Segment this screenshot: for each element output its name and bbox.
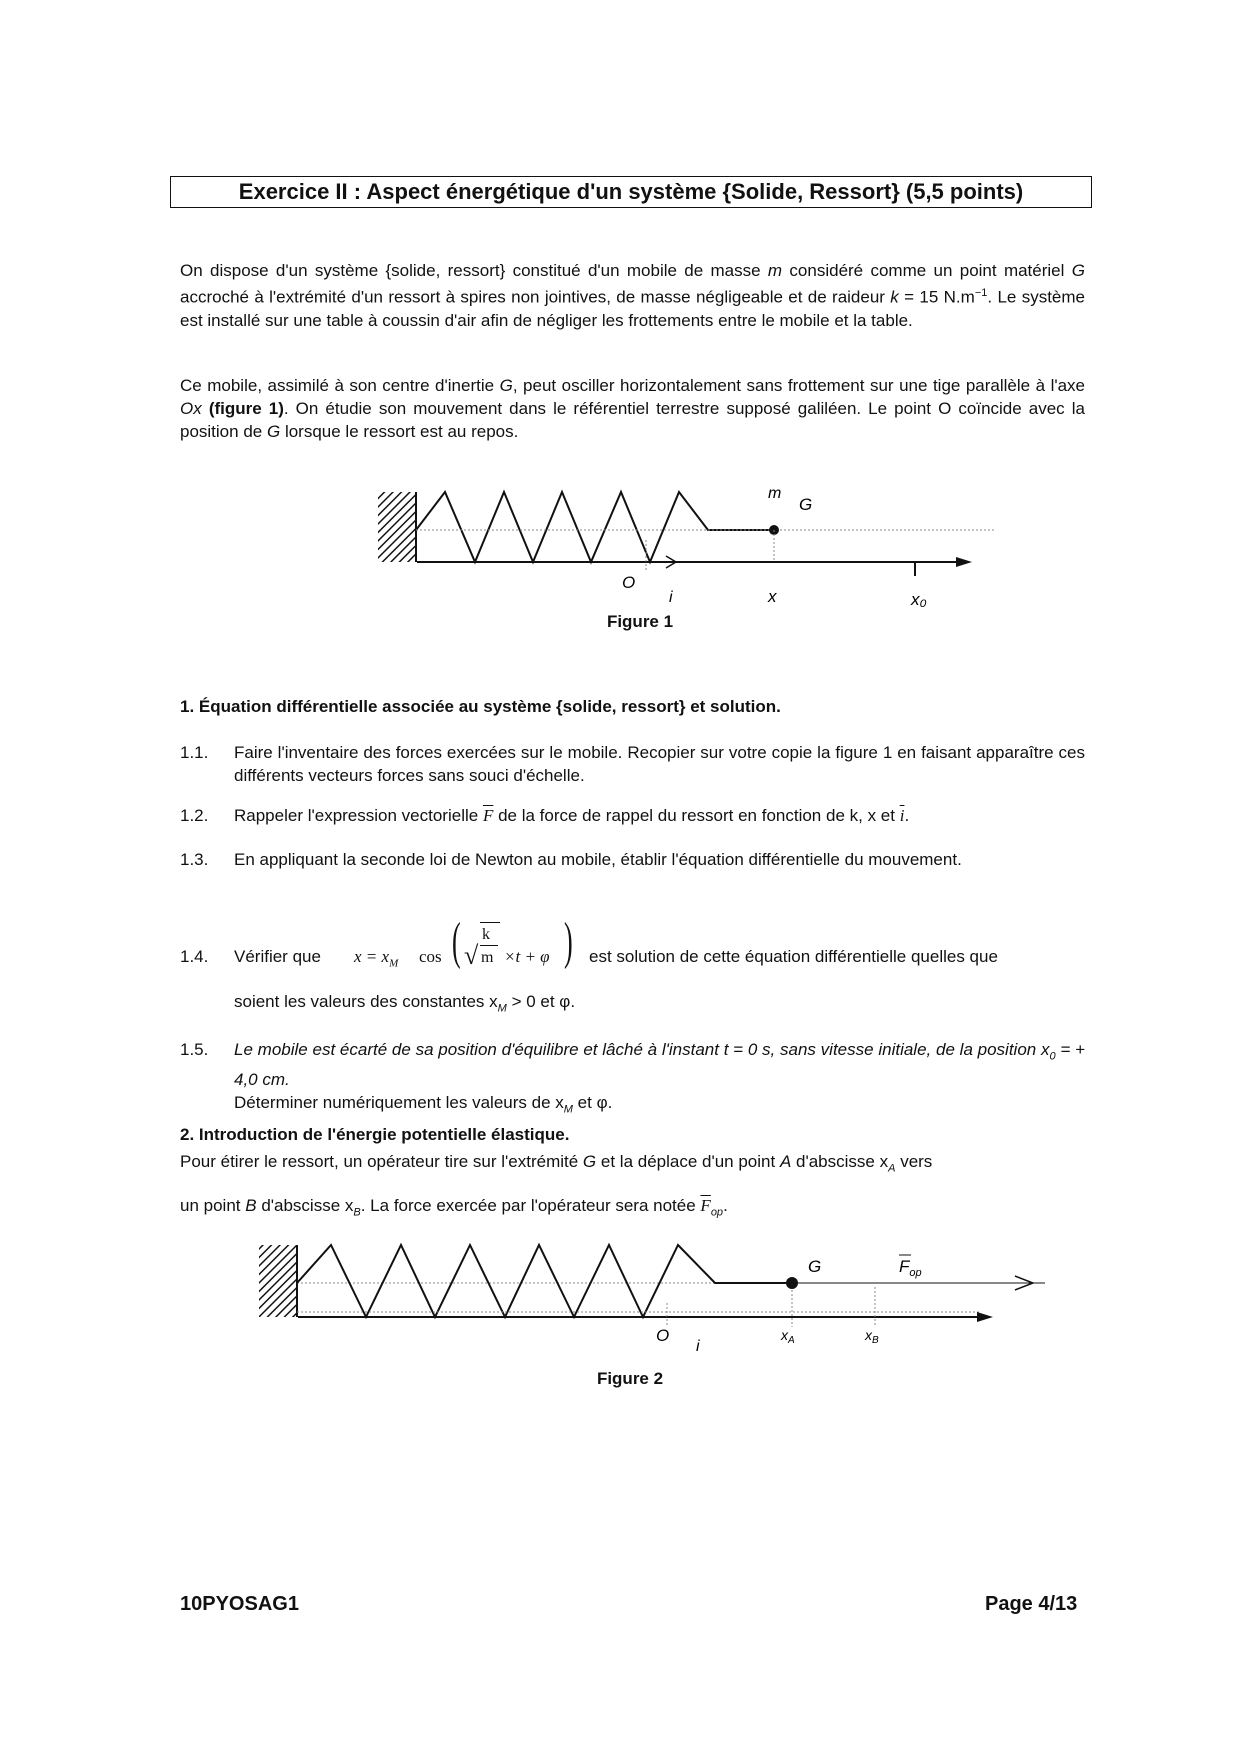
section-1-heading: 1. Équation différentielle associée au système {solide, ressort} et solution. xyxy=(180,697,781,716)
label-G: G xyxy=(808,1257,822,1276)
label-xA: $x_A$ xyxy=(781,1327,795,1346)
figure-1 xyxy=(370,480,990,615)
exercise-title: Exercice II : Aspect énergétique d'un système {Solide, Ressort} (5,5 points) xyxy=(170,176,1092,208)
question-1-3: 1.3. En appliquant la seconde loi de Newton au mobile, établir l'équation différentielle du mouvement. xyxy=(180,850,962,869)
label-i: i xyxy=(696,1338,700,1355)
label-x: x xyxy=(768,587,777,606)
page-number: Page 4/13 xyxy=(985,1593,1078,1615)
label-i: i xyxy=(669,589,673,606)
figure-2 xyxy=(255,1235,1055,1355)
section-2-heading: 2. Introduction de l'énergie potentielle élastique. xyxy=(180,1125,570,1144)
formula: $x = x_M$ cos ( √ k m ×t + φ ) xyxy=(354,913,573,970)
label-O: O xyxy=(622,573,636,592)
label-xB: $x_B$ xyxy=(865,1327,879,1346)
spring xyxy=(416,492,774,562)
wall-hatch xyxy=(378,492,416,562)
question-1-2: 1.2. Rappeler l'expression vectorielle $\overline{F}$ de la force de rappel du ressort en fonction de k, x et $\overline{i}$. xyxy=(180,806,910,825)
figure-2-caption: Figure 2 xyxy=(596,1369,664,1388)
wall-hatch xyxy=(259,1245,297,1317)
label-O: O xyxy=(656,1326,670,1345)
label-m: m xyxy=(768,485,782,502)
question-1-1: 1.1. Faire l'inventaire des forces exercées sur le mobile. Recopier sur votre copie la figure 1 en faisant apparaître ces différents vecteurs forces sans souci d'échelle. xyxy=(180,743,1085,785)
document-code: 10PYOSAG1 xyxy=(180,1593,299,1615)
label-x0: x₀ xyxy=(911,590,927,609)
spring xyxy=(297,1245,790,1317)
question-1-5: 1.5. Le mobile est écarté de sa position d'équilibre et lâché à l'instant t = 0 s, sans vitesse initiale, de la position $x_0$ = + 4,0 cm. Déterminer numériquement les valeurs de $x_M$ et φ. xyxy=(180,1040,1085,1116)
section-2-paragraph: Pour étirer le ressort, un opérateur tire sur l'extrémité G et la déplace d'un point A d'abscisse $x_A$ vers un point B d'abscisse $x_B$. La force exercée par l'opérateur sera notée $\overline{F}_{op}$. xyxy=(180,1152,933,1219)
label-F: $F_{op}$ xyxy=(899,1257,922,1279)
question-1-4: 1.4. Vérifier que $x = x_M$ cos ( √ k m ×t + φ ) est solution de cette équation différentielle quelles que soient les valeurs des constantes $x_M > 0$ et φ. xyxy=(180,910,1085,1010)
intro-paragraph-2: Ce mobile, assimilé à son centre d'inertie G, peut osciller horizontalement sans frottement sur une tige parallèle à l'axe Ox (figure 1). On étudie son mouvement dans le référentiel terrestre supposé galiléen. Le point O coïncide avec la position de G lorsque le ressort est au repos. xyxy=(180,376,1086,441)
label-G: G xyxy=(799,495,813,514)
figure-1-caption: Figure 1 xyxy=(606,612,674,631)
intro-paragraph-1: On dispose d'un système {solide, ressort} constitué d'un mobile de masse m considéré comme un point matériel G accroché à l'extrémité d'un ressort à spires non jointives, de masse négligeable et de raideur k = 15 $N.m^{-1}$. Le système est installé sur une table à coussin d'air afin de négliger les frottements entre le mobile et la table. xyxy=(180,261,1085,330)
